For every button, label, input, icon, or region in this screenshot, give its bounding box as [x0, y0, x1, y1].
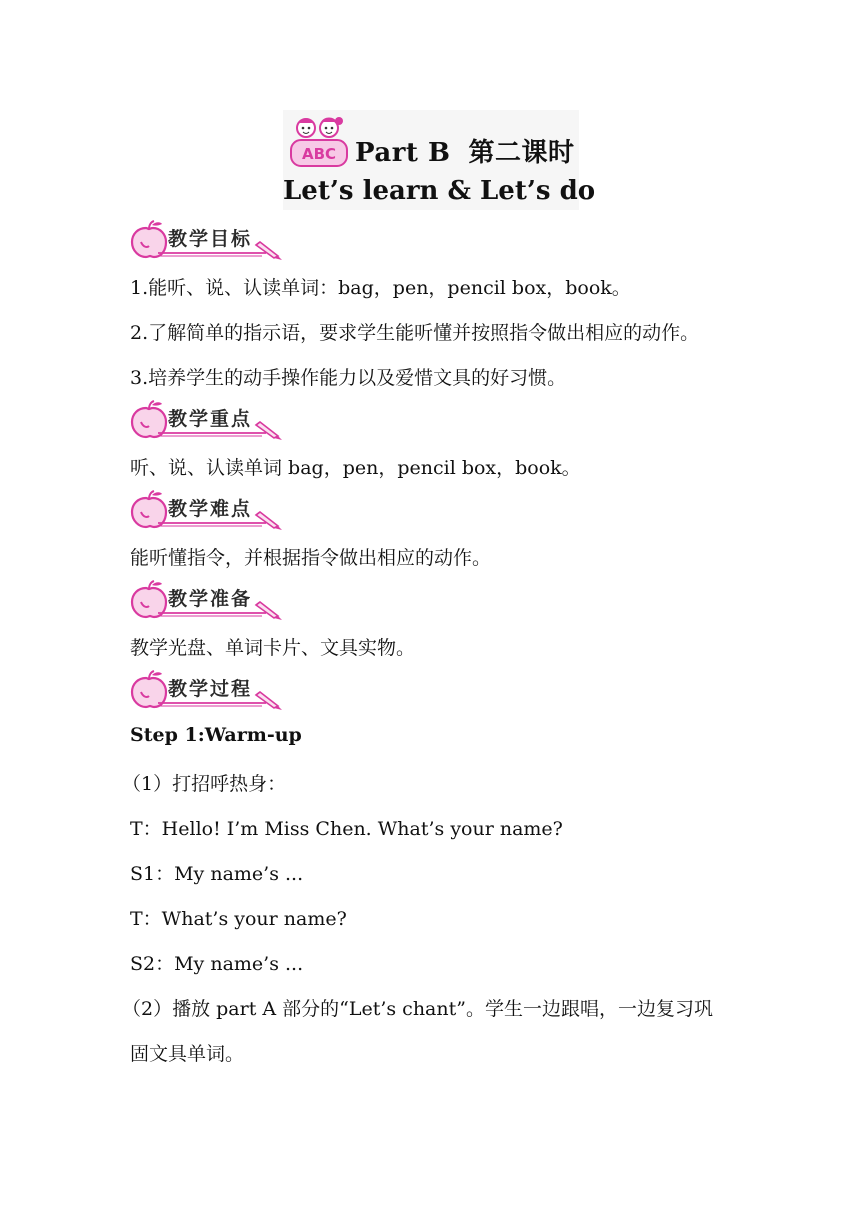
step1-title: Step 1:Warm-up [130, 724, 302, 746]
goal-item-3: 3.培养学生的动手操作能力以及爱惜文具的好习惯。 [130, 367, 567, 389]
process-item-2-line-1: （2）播放 part A 部分的“Let’s chant”。学生一边跟唱，一边复习巩 [122, 998, 713, 1020]
section-difficulties-heading [128, 490, 288, 530]
dialogue-line-1: T：Hello! I’m Miss Chen. What’s your name? [130, 818, 563, 840]
section-key-points-heading [128, 400, 288, 440]
goal-item-1: 1.能听、说、认读单词：bag，pen，pencil box，book。 [130, 277, 631, 299]
section-process-label: 教学过程 [168, 678, 253, 700]
goal-item-2: 2.了解简单的指示语，要求学生能听懂并按照指令做出相应的动作。 [130, 322, 700, 344]
difficulties-text: 能听懂指令，并根据指令做出相应的动作。 [130, 547, 492, 569]
title-part [355, 132, 574, 169]
dialogue-line-4: S2：My name’s ... [130, 953, 304, 975]
lesson-label: 第二课时 [468, 138, 575, 168]
dialogue-line-3: T：What’s your name? [130, 908, 347, 930]
title-banner [283, 110, 596, 210]
process-item-2-line-2: 固文具单词。 [130, 1043, 245, 1065]
section-difficulties-label: 教学难点 [168, 498, 253, 520]
section-preparation-heading [128, 580, 288, 620]
section-goals-heading [128, 220, 288, 260]
section-preparation-label: 教学准备 [168, 588, 253, 610]
part-label: Part B [355, 138, 451, 168]
svg-text:ABC: ABC [301, 145, 337, 163]
section-goals-label: 教学目标 [168, 228, 253, 250]
preparation-text: 教学光盘、单词卡片、文具实物。 [130, 637, 416, 659]
kids-abc-logo [287, 114, 351, 170]
process-item-1: （1）打招呼热身： [122, 773, 287, 795]
key-points-text: 听、说、认读单词 bag，pen，pencil box，book。 [130, 457, 581, 479]
section-process-heading [128, 670, 288, 710]
section-key-points-label: 教学重点 [168, 408, 253, 430]
title-subtitle: Let’s learn & Let’s do [283, 176, 596, 206]
dialogue-line-2: S1：My name’s ... [130, 863, 304, 885]
